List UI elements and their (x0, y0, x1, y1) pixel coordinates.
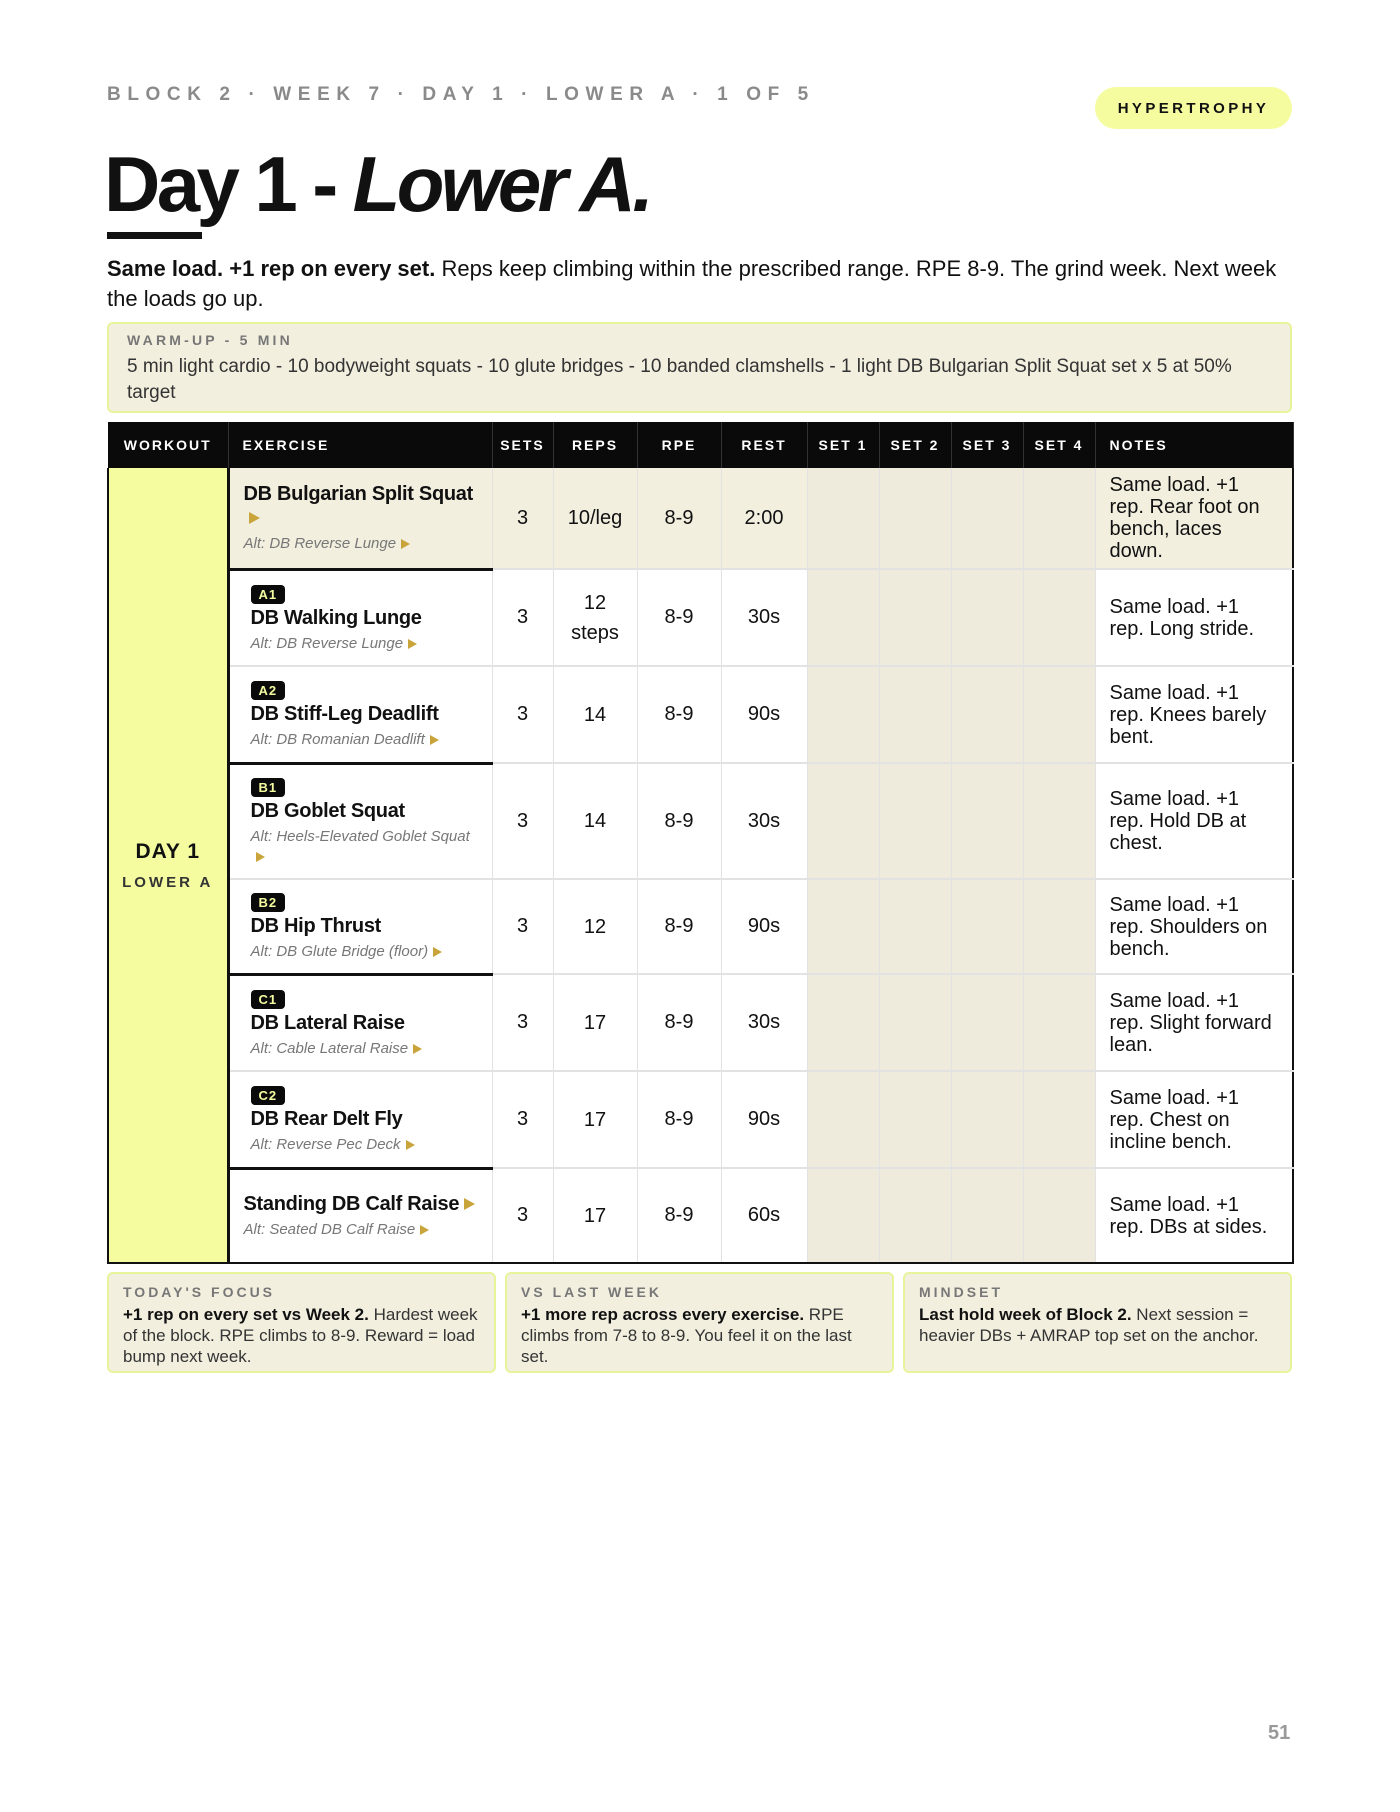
exercise-cell (228, 763, 492, 879)
sets-cell: 3 (492, 974, 553, 1071)
sets-cell: 3 (492, 879, 553, 974)
alt-text: Alt: DB Glute Bridge (floor) (250, 943, 429, 961)
exercise-cell (228, 974, 492, 1071)
header-rpe: RPE (637, 422, 721, 468)
play-alt-video-icon[interactable] (256, 852, 265, 862)
exercise-alt (244, 1220, 478, 1240)
set-1-log-cell[interactable] (807, 1168, 879, 1263)
card-text (919, 1304, 1276, 1346)
header-rest: REST (721, 422, 807, 468)
play-alt-video-icon[interactable] (406, 1140, 415, 1150)
header-sets: SETS (492, 422, 553, 468)
notes-cell: Same load. +1 rep. Long stride. (1095, 569, 1293, 666)
exercise-name-text: DB Bulgarian Split Squat (243, 482, 473, 505)
rpe-cell: 8-9 (637, 974, 721, 1071)
set-2-log-cell[interactable] (879, 763, 951, 879)
exercise-cell (228, 666, 492, 763)
page-number: 51 (1268, 1722, 1291, 1744)
notes-cell: Same load. +1 rep. Chest on incline bench. (1095, 1071, 1293, 1168)
reps-cell: 14 (553, 763, 637, 879)
alt-text: Alt: Cable Lateral Raise (250, 1039, 409, 1057)
set-3-log-cell[interactable] (951, 763, 1023, 879)
exercise-name (244, 482, 478, 530)
rpe-cell: 8-9 (637, 879, 721, 974)
exercise-name (244, 606, 478, 630)
exercise-alt (244, 730, 478, 750)
superset-badge: A1 (251, 585, 286, 604)
play-alt-video-icon[interactable] (430, 735, 439, 745)
card-body: Hardest week of the block. RPE climbs to 8-9. Reward = load bump next week. (123, 1305, 478, 1366)
set-3-log-cell[interactable] (951, 879, 1023, 974)
exercise-name-text: DB Stiff-Leg Deadlift (250, 703, 439, 726)
sets-cell: 3 (492, 1071, 553, 1168)
card-title: MINDSET (919, 1284, 1003, 1300)
table-row (108, 974, 1293, 1071)
exercise-name (244, 914, 478, 938)
header-set-2: SET 2 (879, 422, 951, 468)
set-4-log-cell[interactable] (1023, 569, 1095, 666)
header-workout: WORKOUT (108, 422, 228, 468)
set-4-log-cell[interactable] (1023, 1168, 1095, 1263)
play-alt-video-icon[interactable] (420, 1225, 429, 1235)
intro-text (107, 254, 1297, 314)
rest-cell: 30s (721, 763, 807, 879)
notes-cell: Same load. +1 rep. Hold DB at chest. (1095, 763, 1293, 879)
set-3-log-cell[interactable] (951, 666, 1023, 763)
exercise-name-text: DB Walking Lunge (250, 606, 422, 629)
sets-cell: 3 (492, 666, 553, 763)
set-4-log-cell[interactable] (1023, 974, 1095, 1071)
rpe-cell: 8-9 (637, 763, 721, 879)
rest-cell: 90s (721, 666, 807, 763)
summary-cards (107, 1272, 1292, 1373)
alt-text: Alt: Seated DB Calf Raise (243, 1220, 416, 1238)
set-3-log-cell[interactable] (951, 468, 1023, 569)
header-reps: REPS (553, 422, 637, 468)
card-mindset (903, 1272, 1292, 1373)
notes-cell: Same load. +1 rep. Slight forward lean. (1095, 974, 1293, 1071)
reps-cell: 17 (553, 1168, 637, 1263)
exercise-alt (244, 1135, 478, 1155)
workout-day-cell (108, 468, 228, 1263)
card-vs-last-week (505, 1272, 894, 1373)
warmup-box (107, 322, 1292, 413)
card-title: TODAY'S FOCUS (123, 1284, 276, 1300)
set-4-log-cell[interactable] (1023, 468, 1095, 569)
table-header (108, 422, 1293, 468)
reps-cell: 10/leg (553, 468, 637, 569)
play-alt-video-icon[interactable] (413, 1044, 422, 1054)
rest-cell: 90s (721, 1071, 807, 1168)
program-tag: HYPERTROPHY (1095, 87, 1292, 129)
set-3-log-cell[interactable] (951, 974, 1023, 1071)
exercise-alt (244, 534, 478, 554)
header-notes: NOTES (1095, 422, 1293, 468)
rest-cell: 30s (721, 974, 807, 1071)
play-alt-video-icon[interactable] (433, 947, 442, 957)
exercise-cell (228, 879, 492, 974)
set-4-log-cell[interactable] (1023, 666, 1095, 763)
exercise-name (244, 1107, 478, 1131)
warmup-title: WARM-UP - 5 MIN (127, 332, 293, 348)
set-2-log-cell[interactable] (879, 468, 951, 569)
rpe-cell: 8-9 (637, 1071, 721, 1168)
play-alt-video-icon[interactable] (401, 539, 410, 549)
title-underline (107, 232, 202, 239)
exercise-alt (244, 827, 478, 867)
breadcrumb: BLOCK 2 · WEEK 7 · DAY 1 · LOWER A · 1 OF 5 (107, 84, 815, 105)
superset-badge: C2 (251, 1086, 286, 1105)
exercise-cell (228, 1168, 492, 1263)
alt-text: Alt: Reverse Pec Deck (250, 1136, 401, 1154)
header-exercise: EXERCISE (228, 422, 492, 468)
day-sublabel: LOWER A (122, 873, 214, 891)
exercise-name-text: Standing DB Calf Raise (243, 1192, 460, 1215)
rpe-cell: 8-9 (637, 468, 721, 569)
play-alt-video-icon[interactable] (408, 639, 417, 649)
card-body: RPE climbs from 7-8 to 8-9. You feel it on the last set. (521, 1305, 852, 1366)
table-row (108, 1168, 1293, 1263)
table-row (108, 879, 1293, 974)
set-2-log-cell[interactable] (879, 1168, 951, 1263)
alt-text: Alt: DB Romanian Deadlift (250, 731, 425, 749)
card-text (521, 1304, 878, 1367)
set-2-log-cell[interactable] (879, 974, 951, 1071)
notes-cell: Same load. +1 rep. Rear foot on bench, laces down. (1095, 468, 1293, 569)
exercise-cell (228, 569, 492, 666)
day-label: DAY 1 (135, 839, 201, 863)
header-set-4: SET 4 (1023, 422, 1095, 468)
exercise-name-text: DB Hip Thrust (250, 915, 382, 938)
page-title (104, 142, 650, 228)
exercise-name (244, 702, 478, 726)
intro-body: Reps keep climbing within the prescribed range. RPE 8-9. The grind week. Next week the loads go up. (107, 256, 1277, 311)
rpe-cell: 8-9 (637, 1168, 721, 1263)
notes-cell: Same load. +1 rep. DBs at sides. (1095, 1168, 1293, 1263)
superset-badge: B1 (251, 778, 286, 797)
sets-cell: 3 (492, 569, 553, 666)
card-bold: +1 rep on every set vs Week 2. (123, 1305, 369, 1324)
card-body: Next session = heavier DBs + AMRAP top set on the anchor. (919, 1305, 1259, 1345)
exercise-name-text: DB Lateral Raise (250, 1011, 405, 1034)
exercise-alt (244, 634, 478, 654)
exercise-cell (228, 468, 492, 569)
set-4-log-cell[interactable] (1023, 1071, 1095, 1168)
alt-text: Alt: DB Reverse Lunge (243, 534, 397, 552)
exercise-name (244, 1192, 478, 1216)
set-1-log-cell[interactable] (807, 763, 879, 879)
play-video-icon[interactable] (464, 1198, 475, 1210)
exercise-alt (244, 942, 478, 962)
set-1-log-cell[interactable] (807, 569, 879, 666)
intro-bold: Same load. +1 rep on every set. (107, 256, 436, 281)
set-1-log-cell[interactable] (807, 879, 879, 974)
set-2-log-cell[interactable] (879, 666, 951, 763)
header-set-3: SET 3 (951, 422, 1023, 468)
set-2-log-cell[interactable] (879, 879, 951, 974)
set-1-log-cell[interactable] (807, 1071, 879, 1168)
set-3-log-cell[interactable] (951, 569, 1023, 666)
set-3-log-cell[interactable] (951, 1168, 1023, 1263)
rest-cell: 2:00 (721, 468, 807, 569)
set-2-log-cell[interactable] (879, 1071, 951, 1168)
reps-cell: 14 (553, 666, 637, 763)
notes-cell: Same load. +1 rep. Shoulders on bench. (1095, 879, 1293, 974)
exercise-name (244, 1011, 478, 1035)
card-text (123, 1304, 480, 1367)
card-todays-focus (107, 1272, 496, 1373)
table-row (108, 763, 1293, 879)
superset-badge: C1 (251, 990, 286, 1009)
exercise-name (244, 799, 478, 823)
workout-table (107, 422, 1294, 1264)
table-row (108, 468, 1293, 569)
sets-cell: 3 (492, 763, 553, 879)
reps-cell: 12 (553, 879, 637, 974)
exercise-name-text: DB Goblet Squat (250, 800, 405, 823)
set-4-log-cell[interactable] (1023, 879, 1095, 974)
rest-cell: 90s (721, 879, 807, 974)
sets-cell: 3 (492, 468, 553, 569)
exercise-cell (228, 1071, 492, 1168)
title-session: Lower A. (352, 140, 651, 228)
table-row (108, 666, 1293, 763)
alt-text: Alt: DB Reverse Lunge (250, 634, 404, 652)
header-set-1: SET 1 (807, 422, 879, 468)
card-title: VS LAST WEEK (521, 1284, 663, 1300)
set-4-log-cell[interactable] (1023, 763, 1095, 879)
sets-cell: 3 (492, 1168, 553, 1263)
warmup-text: 5 min light cardio - 10 bodyweight squats - 10 glute bridges - 10 banded clamshells - 1 light DB Bulgarian Split Squat set x 5 at 50% target (127, 356, 1232, 403)
exercise-name-text: DB Rear Delt Fly (250, 1108, 403, 1131)
reps-cell: 17 (553, 974, 637, 1071)
rest-cell: 30s (721, 569, 807, 666)
rpe-cell: 8-9 (637, 666, 721, 763)
table-row (108, 569, 1293, 666)
table-row (108, 1071, 1293, 1168)
play-video-icon[interactable] (249, 512, 260, 524)
set-3-log-cell[interactable] (951, 1071, 1023, 1168)
superset-badge: B2 (251, 893, 286, 912)
rpe-cell: 8-9 (637, 569, 721, 666)
title-day: Day 1 - (104, 140, 353, 228)
reps-cell: 12 steps (553, 569, 637, 666)
set-1-log-cell[interactable] (807, 974, 879, 1071)
card-bold: Last hold week of Block 2. (919, 1305, 1132, 1324)
alt-text: Alt: Heels-Elevated Goblet Squat (250, 828, 470, 846)
set-2-log-cell[interactable] (879, 569, 951, 666)
set-1-log-cell[interactable] (807, 468, 879, 569)
superset-badge: A2 (251, 681, 286, 700)
notes-cell: Same load. +1 rep. Knees barely bent. (1095, 666, 1293, 763)
rest-cell: 60s (721, 1168, 807, 1263)
reps-cell: 17 (553, 1071, 637, 1168)
exercise-alt (244, 1039, 478, 1059)
set-1-log-cell[interactable] (807, 666, 879, 763)
card-bold: +1 more rep across every exercise. (521, 1305, 805, 1324)
